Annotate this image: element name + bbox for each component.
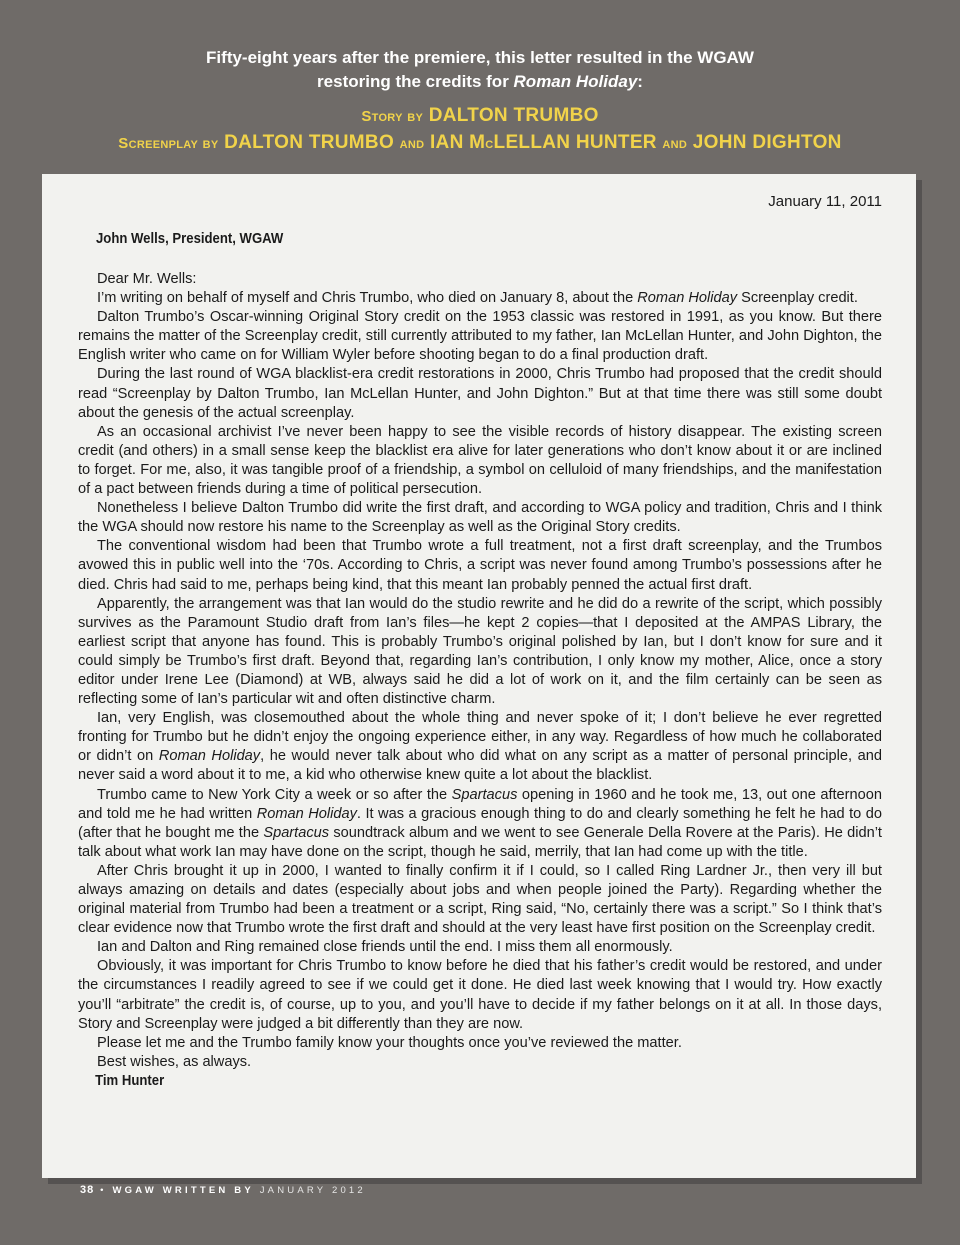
paragraph-4: As an occasional archivist I’ve never been happy to see the visible records of history disappear. The existing screen credit (and others) in a small sense keep the blacklist era alive for later generations who don’t know about it or are inclined to forget. For me, also, it was tangible proof of a friendship, a symbol on celluloid of many friendships, and the manifestation of a pact between friends during a time of political persecution.	[78, 423, 882, 498]
paragraph-5: Nonetheless I believe Dalton Trumbo did write the first draft, and according to WGA policy and tradition, Chris and I think the WGA should now restore his name to the Screenplay as well as the Original Story credits.	[78, 500, 882, 536]
letter-body	[78, 270, 882, 1091]
intro-line-2	[0, 70, 960, 94]
screenplay-by-label: Screenplay by	[118, 135, 219, 152]
paragraph-1-title: Roman Holiday	[637, 290, 738, 307]
closing: Best wishes, as always.	[97, 1053, 252, 1070]
paragraph-9-title-3: Spartacus	[263, 824, 330, 841]
paragraph-11: Ian and Dalton and Ring remained close friends until the end. I miss them all enormously.	[97, 939, 673, 956]
paragraph-1	[78, 289, 882, 308]
story-credit	[0, 104, 960, 129]
page-footer	[80, 1184, 366, 1196]
paragraph-8	[78, 709, 882, 785]
paragraph-9-text-c: . It was a gracious enough thing to do and clearly something he felt he had to do (after that he bought me the	[78, 805, 882, 841]
salutation: Dear Mr. Wells:	[97, 271, 197, 287]
and-2: and	[662, 135, 688, 152]
signature: Tim Hunter	[95, 1072, 165, 1089]
screenplay-name-1: DALTON TRUMBO	[224, 132, 395, 153]
footer-bullet: •	[100, 1185, 107, 1196]
paragraph-13: Please let me and the Trumbo family know your thoughts once you’ve reviewed the matter.	[97, 1034, 682, 1051]
letter-recipient: John Wells, President, WGAW	[96, 231, 284, 247]
intro-line-2-text: restoring the credits for	[317, 72, 514, 91]
paragraph-8-text-a: Ian, very English, was closemouthed about the whole thing and never spoke of it; I don’t believe he ever regretted fronting for Trumbo but he didn’t enjoy the ongoing experience either, in any way. Regardless of how much he collaborated or didn’t on	[78, 710, 882, 765]
paragraph-9-text-d: soundtrack album and we went to see Generale Della Rovere at the Paris). He didn’t talk about what work Ian may have done on the script, though he said, merrily, that Ian had come up with the title.	[78, 824, 882, 860]
paragraph-9-text-a: Trumbo came to New York City a week or so after the	[97, 786, 452, 803]
paragraph-7: Apparently, the arrangement was that Ian would do the studio rewrite and he did do a rewrite of the script, which possibly survives as the Paramount Studio draft from Ian’s files—he kept 2 copies—that I deposited at the AMPAS Library, the earliest script that anyone has found. This is probably Trumbo’s original polished by Ian, but I don’t know for sure and it could simply be Trumbo’s first draft. Beyond that, regarding Ian’s contribution, I only know my mother, Alice, once a story editor under Irene Lee (Diamond) at WB, always said he did a lot of work on it, and the film certainly can be seen as reflecting some of Ian’s particular wit and often distinctive charm.	[78, 595, 882, 708]
screenplay-credit	[0, 129, 960, 158]
paragraph-1-text-a: I’m writing on behalf of myself and Chris Trumbo, who died on January 8, about the	[97, 290, 638, 307]
paragraph-8-text-b: , he would never talk about who did what on any script as a matter of personal principle, and never said a word about it to me, a kid who otherwise knew quite a lot about the blacklist.	[78, 748, 882, 784]
paragraph-8-title: Roman Holiday	[158, 748, 261, 765]
story-credit-name: DALTON TRUMBO	[428, 105, 599, 126]
page-header	[0, 46, 960, 158]
paragraph-9-text-b: opening in 1960 and he took me, 13, out one afternoon and told me he had written	[78, 786, 882, 822]
paragraph-12: Obviously, it was important for Chris Trumbo to know before he died that his father’s credit would be restored, and under the circumstances I readily agreed to see if we could get it done. He died last week knowing that I would try. How exactly you’ll “arbitrate” the credit is, of course, up to you, and you’ll have to decide if my father belongs on it at all. In those days, Story and Screenplay were judged a bit differently than they are now.	[78, 958, 882, 1032]
paragraph-6: The conventional wisdom had been that Trumbo wrote a full treatment, not a first draft screenplay, and the Trumbos avowed this in public well into the ‘70s. According to Chris, a script was never found among Trumbo’s possessions after he died. Chris had said to me, perhaps being kind, that this meant Ian probably penned the actual first draft.	[78, 538, 882, 593]
name-2-part-c: LELLAN HUNTER	[493, 132, 657, 153]
paragraph-9	[78, 786, 882, 862]
letter-paper	[42, 174, 916, 1178]
name-2-part-b: c	[485, 135, 494, 152]
name-2-part-a: IAN M	[429, 132, 486, 153]
story-by-label: Story by	[361, 108, 424, 125]
page-number: 38	[80, 1184, 95, 1196]
and-1: and	[399, 135, 425, 152]
paragraph-2: Dalton Trumbo’s Oscar-winning Original Story credit on the 1953 classic was restored in 1991, as you know. But there remains the matter of the Screenplay credit, still currently attributed to my father, Ian McLellan Hunter, and John Dighton, the English writer who came on for William Wyler before shooting began to do a final production draft.	[78, 309, 882, 364]
magazine-name: WGAW WRITTEN BY	[112, 1185, 254, 1196]
letter-date: January 11, 2011	[768, 193, 882, 210]
paragraph-9-title-2: Roman Holiday	[256, 805, 357, 822]
paragraph-3: During the last round of WGA blacklist-era credit restorations in 2000, Chris Trumbo had proposed that the credit should read “Screenplay by Dalton Trumbo, Ian McLellan Hunter, and John Dighton.” But at that time there was still some doubt about the genesis of the actual screenplay.	[78, 366, 882, 421]
intro-colon: :	[637, 72, 643, 91]
screenplay-name-3: JOHN DIGHTON	[692, 132, 842, 153]
paragraph-1-text-b: Screenplay credit.	[737, 290, 858, 307]
screenplay-name-2	[430, 132, 657, 153]
intro-line-1: Fifty-eight years after the premiere, this letter resulted in the WGAW	[206, 48, 754, 67]
paragraph-9-title-1: Spartacus	[451, 786, 518, 803]
paragraph-10: After Chris brought it up in 2000, I wanted to finally confirm it if I could, so I called Ring Lardner Jr., then very ill but always amazing on details and dates (especially about jobs and when people joined the Party). Regarding whether the original material from Trumbo had been a treatment or a script, Ring said, “No, certainly there was a script.” So I think that’s clear evidence now that Trumbo wrote the first draft and should at the very least have first position on the Screenplay credit.	[78, 862, 882, 937]
issue-date: JANUARY 2012	[259, 1185, 366, 1196]
film-title: Roman Holiday	[513, 72, 638, 91]
